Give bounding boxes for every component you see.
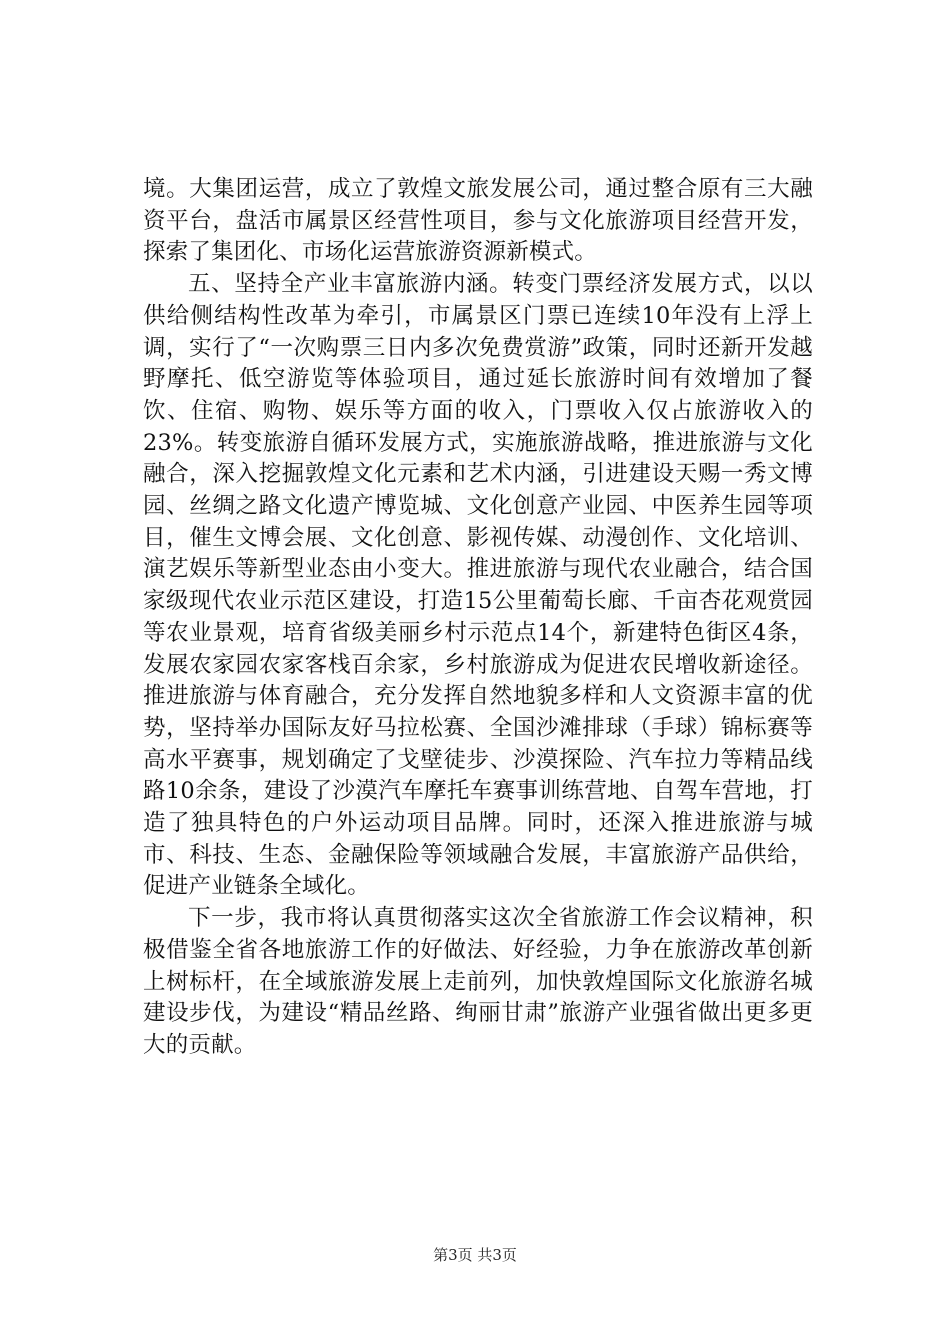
paragraph-next-steps: 下一步，我市将认真贯彻落实这次全省旅游工作会议精神，积极借鉴全省各地旅游工作的好做法、好经验，力争在旅游改革创新上树标杆，在全域旅游发展上走前列，加快敦煌国际文化旅游名城建设步伐，为建设“精品丝路、绚丽甘肃”旅游产业强省做出更多更大的贡献。 xyxy=(143,905,813,1058)
paragraph-continuation: 境。大集团运营，成立了敦煌文旅发展公司，通过整合原有三大融资平台，盘活市属景区经营性项目，参与文化旅游项目经营开发，探索了集团化、市场化运营旅游资源新模式。 xyxy=(143,176,813,266)
paragraph-section-five: 五、坚持全产业丰富旅游内涵。转变门票经济发展方式，以以供给侧结构性改革为牵引，市属景区门票已连续10年没有上浮上调，实行了“一次购票三日内多次免费赏游”政策，同时还新开发越野摩托、低空游览等体验项目，通过延长旅游时间有效增加了餐饮、住宿、购物、娱乐等方面的收入，门票收入仅占旅游收入的23%。转变旅游自循环发展方式，实施旅游战略，推进旅游与文化融合，深入挖掘敦煌文化元素和艺术内涵，引进建设天赐一秀文博园、丝绸之路文化遗产博览城、文化创意产业园、中医养生园等项目，催生文博会展、文化创意、影视传媒、动漫创作、文化培训、演艺娱乐等新型业态由小变大。推进旅游与现代农业融合，结合国家级现代农业示范区建设，打造15公里葡萄长廊、千亩杏花观赏园等农业景观，培育省级美丽乡村示范点14个，新建特色街区4条，发展农家园农家客栈百余家，乡村旅游成为促进农民增收新途径。推进旅游与体育融合，充分发挥自然地貌多样和人文资源丰富的优势，坚持举办国际友好马拉松赛、全国沙滩排球（手球）锦标赛等高水平赛事，规划确定了戈壁徒步、沙漠探险、汽车拉力等精品线路10余条，建设了沙漠汽车摩托车赛事训练营地、自驾车营地，打造了独具特色的户外运动项目品牌。同时，还深入推进旅游与城市、科技、生态、金融保险等领域融合发展，丰富旅游产品供给，促进产业链条全域化。 xyxy=(143,271,813,900)
document-body xyxy=(143,174,813,1062)
page-number-footer: 第3页 共3页 xyxy=(433,1246,517,1264)
